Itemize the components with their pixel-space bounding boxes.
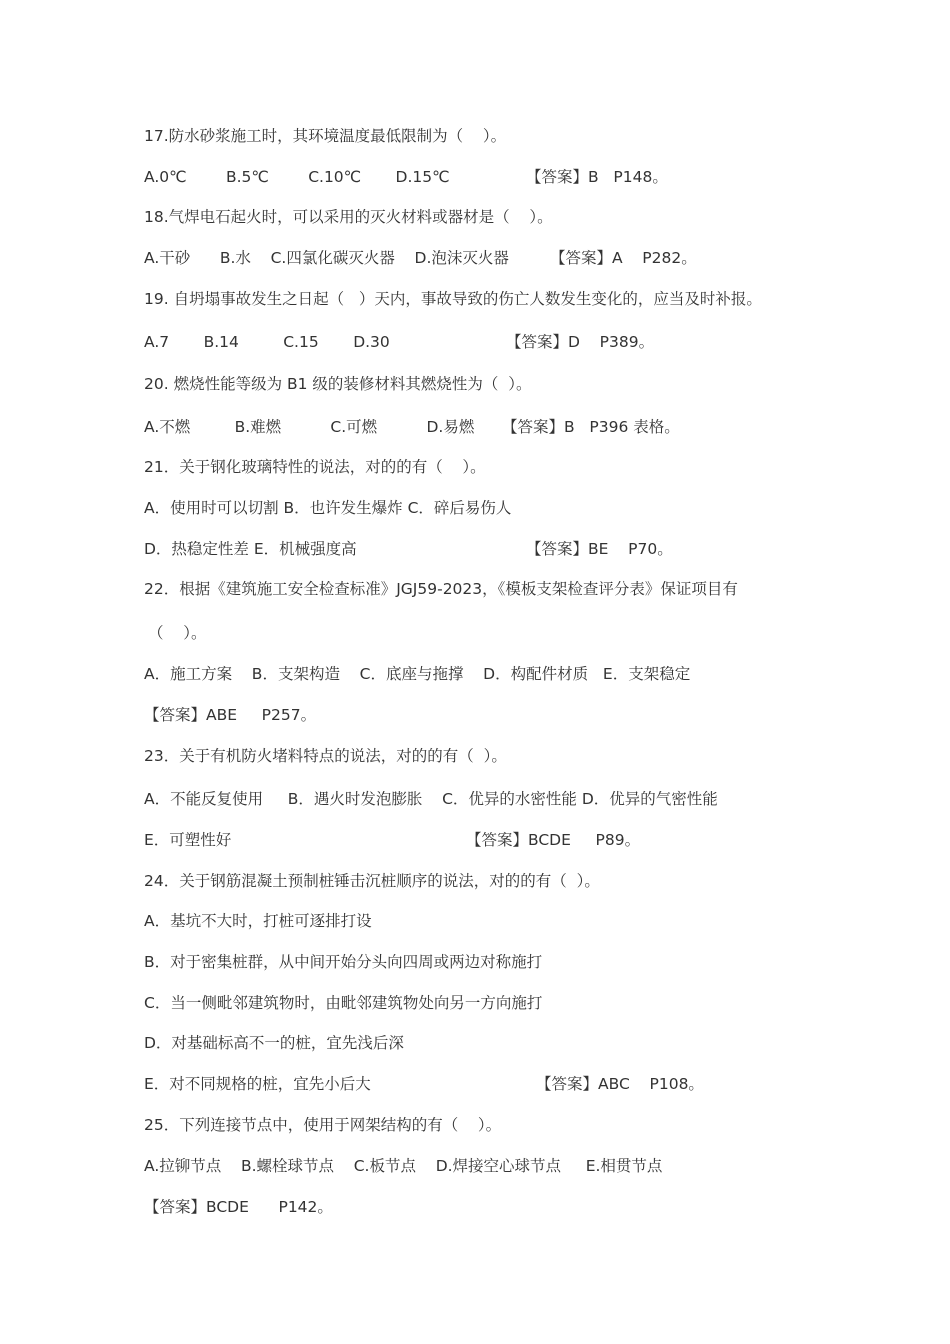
question-22-answer-line: [144, 705, 317, 725]
question-21-answer: 【答案】BE P70。: [526, 540, 673, 558]
question-24-option-a: [144, 911, 372, 931]
question-24-text: 24．关于钢筋混凝土预制桩锤击沉桩顺序的说法，对的的有（ ）。: [144, 872, 600, 890]
question-24-option-c: [144, 993, 543, 1013]
question-24-choice-d: D．对基础标高不一的桩，宜先浅后深: [144, 1034, 404, 1052]
question-20-answer: 【答案】B P396 表格。: [502, 418, 680, 436]
question-24-option-b: [144, 952, 543, 972]
question-17-choices: A.0℃ B.5℃ C.10℃ D.15℃: [144, 168, 450, 186]
question-17: [144, 126, 507, 146]
question-21: [144, 457, 486, 477]
question-23-options-2: [144, 830, 641, 850]
question-21-choices-1: A．使用时可以切割 B．也许发生爆炸 C．碎后易伤人: [144, 499, 512, 517]
question-22-text-cont: （ ）。: [148, 624, 207, 642]
question-22-options: [144, 664, 691, 684]
question-18: [144, 207, 553, 227]
question-20-options: [144, 417, 680, 437]
question-17-text: 17.防水砂浆施工时，其环境温度最低限制为（ ）。: [144, 127, 507, 145]
question-23-options-1: [144, 789, 718, 809]
question-24-choice-a: A．基坑不大时，打桩可逐排打设: [144, 912, 372, 930]
question-24-option-e: [144, 1074, 704, 1094]
question-19-text: 19. 自坍塌事故发生之日起（ ）天内，事故导致的伤亡人数发生变化的，应当及时补报。: [144, 290, 762, 308]
question-18-options: [144, 248, 697, 268]
question-19-options: [144, 332, 655, 352]
question-22-choices: A．施工方案 B．支架构造 C．底座与拖撑 D．构配件材质 E．支架稳定: [144, 665, 691, 683]
question-18-choices: A.干砂 B.水 C.四氯化碳灭火器 D.泡沫灭火器: [144, 249, 509, 267]
question-17-answer: 【答案】B P148。: [526, 168, 668, 186]
question-24-choice-b: B．对于密集桩群，从中间开始分头向四周或两边对称施打: [144, 953, 543, 971]
question-24-choice-e: E．对不同规格的桩，宜先小后大: [144, 1075, 371, 1093]
question-22-text: 22．根据《建筑施工安全检查标准》JGJ59-2023，《模板支架检查评分表》保证项目有: [144, 580, 738, 598]
question-24-choice-c: C．当一侧毗邻建筑物时，由毗邻建筑物处向另一方向施打: [144, 994, 543, 1012]
question-19-choices: A.7 B.14 C.15 D.30: [144, 333, 390, 351]
question-25: [144, 1115, 502, 1135]
question-24-answer: 【答案】ABC P108。: [536, 1075, 704, 1093]
question-22-blank: [144, 623, 207, 643]
question-21-text: 21．关于钢化玻璃特性的说法，对的的有（ ）。: [144, 458, 486, 476]
question-23: [144, 746, 507, 766]
question-19: [144, 289, 762, 309]
question-23-choices-2: E．可塑性好: [144, 831, 232, 849]
question-20: [144, 374, 532, 394]
question-20-text: 20. 燃烧性能等级为 B1 级的装修材料其燃烧性为（ ）。: [144, 375, 532, 393]
question-25-answer: 【答案】BCDE P142。: [144, 1198, 333, 1216]
question-23-choices-1: A．不能反复使用 B．遇火时发泡膨胀 C．优异的水密性能 D．优异的气密性能: [144, 790, 718, 808]
question-24-option-d: [144, 1033, 404, 1053]
question-23-text: 23．关于有机防火堵料特点的说法，对的的有（ ）。: [144, 747, 507, 765]
question-22-answer: 【答案】ABE P257。: [144, 706, 317, 724]
question-21-choices-2: D．热稳定性差 E．机械强度高: [144, 540, 357, 558]
question-25-options: [144, 1156, 663, 1176]
question-18-text: 18.气焊电石起火时，可以采用的灭火材料或器材是（ ）。: [144, 208, 553, 226]
question-21-options-1: [144, 498, 512, 518]
question-21-options-2: [144, 539, 673, 559]
question-25-text: 25．下列连接节点中，使用于网架结构的有（ ）。: [144, 1116, 502, 1134]
question-23-answer: 【答案】BCDE P89。: [466, 831, 641, 849]
question-18-answer: 【答案】A P282。: [550, 249, 697, 267]
question-25-answer-line: [144, 1197, 333, 1217]
question-20-choices: A.不燃 B.难燃 C.可燃 D.易燃: [144, 418, 475, 436]
question-24: [144, 871, 600, 891]
question-17-options: [144, 167, 668, 187]
question-22: [144, 579, 738, 599]
question-19-answer: 【答案】D P389。: [506, 333, 655, 351]
question-25-choices: A.拉铆节点 B.螺栓球节点 C.板节点 D.焊接空心球节点 E.相贯节点: [144, 1157, 663, 1175]
